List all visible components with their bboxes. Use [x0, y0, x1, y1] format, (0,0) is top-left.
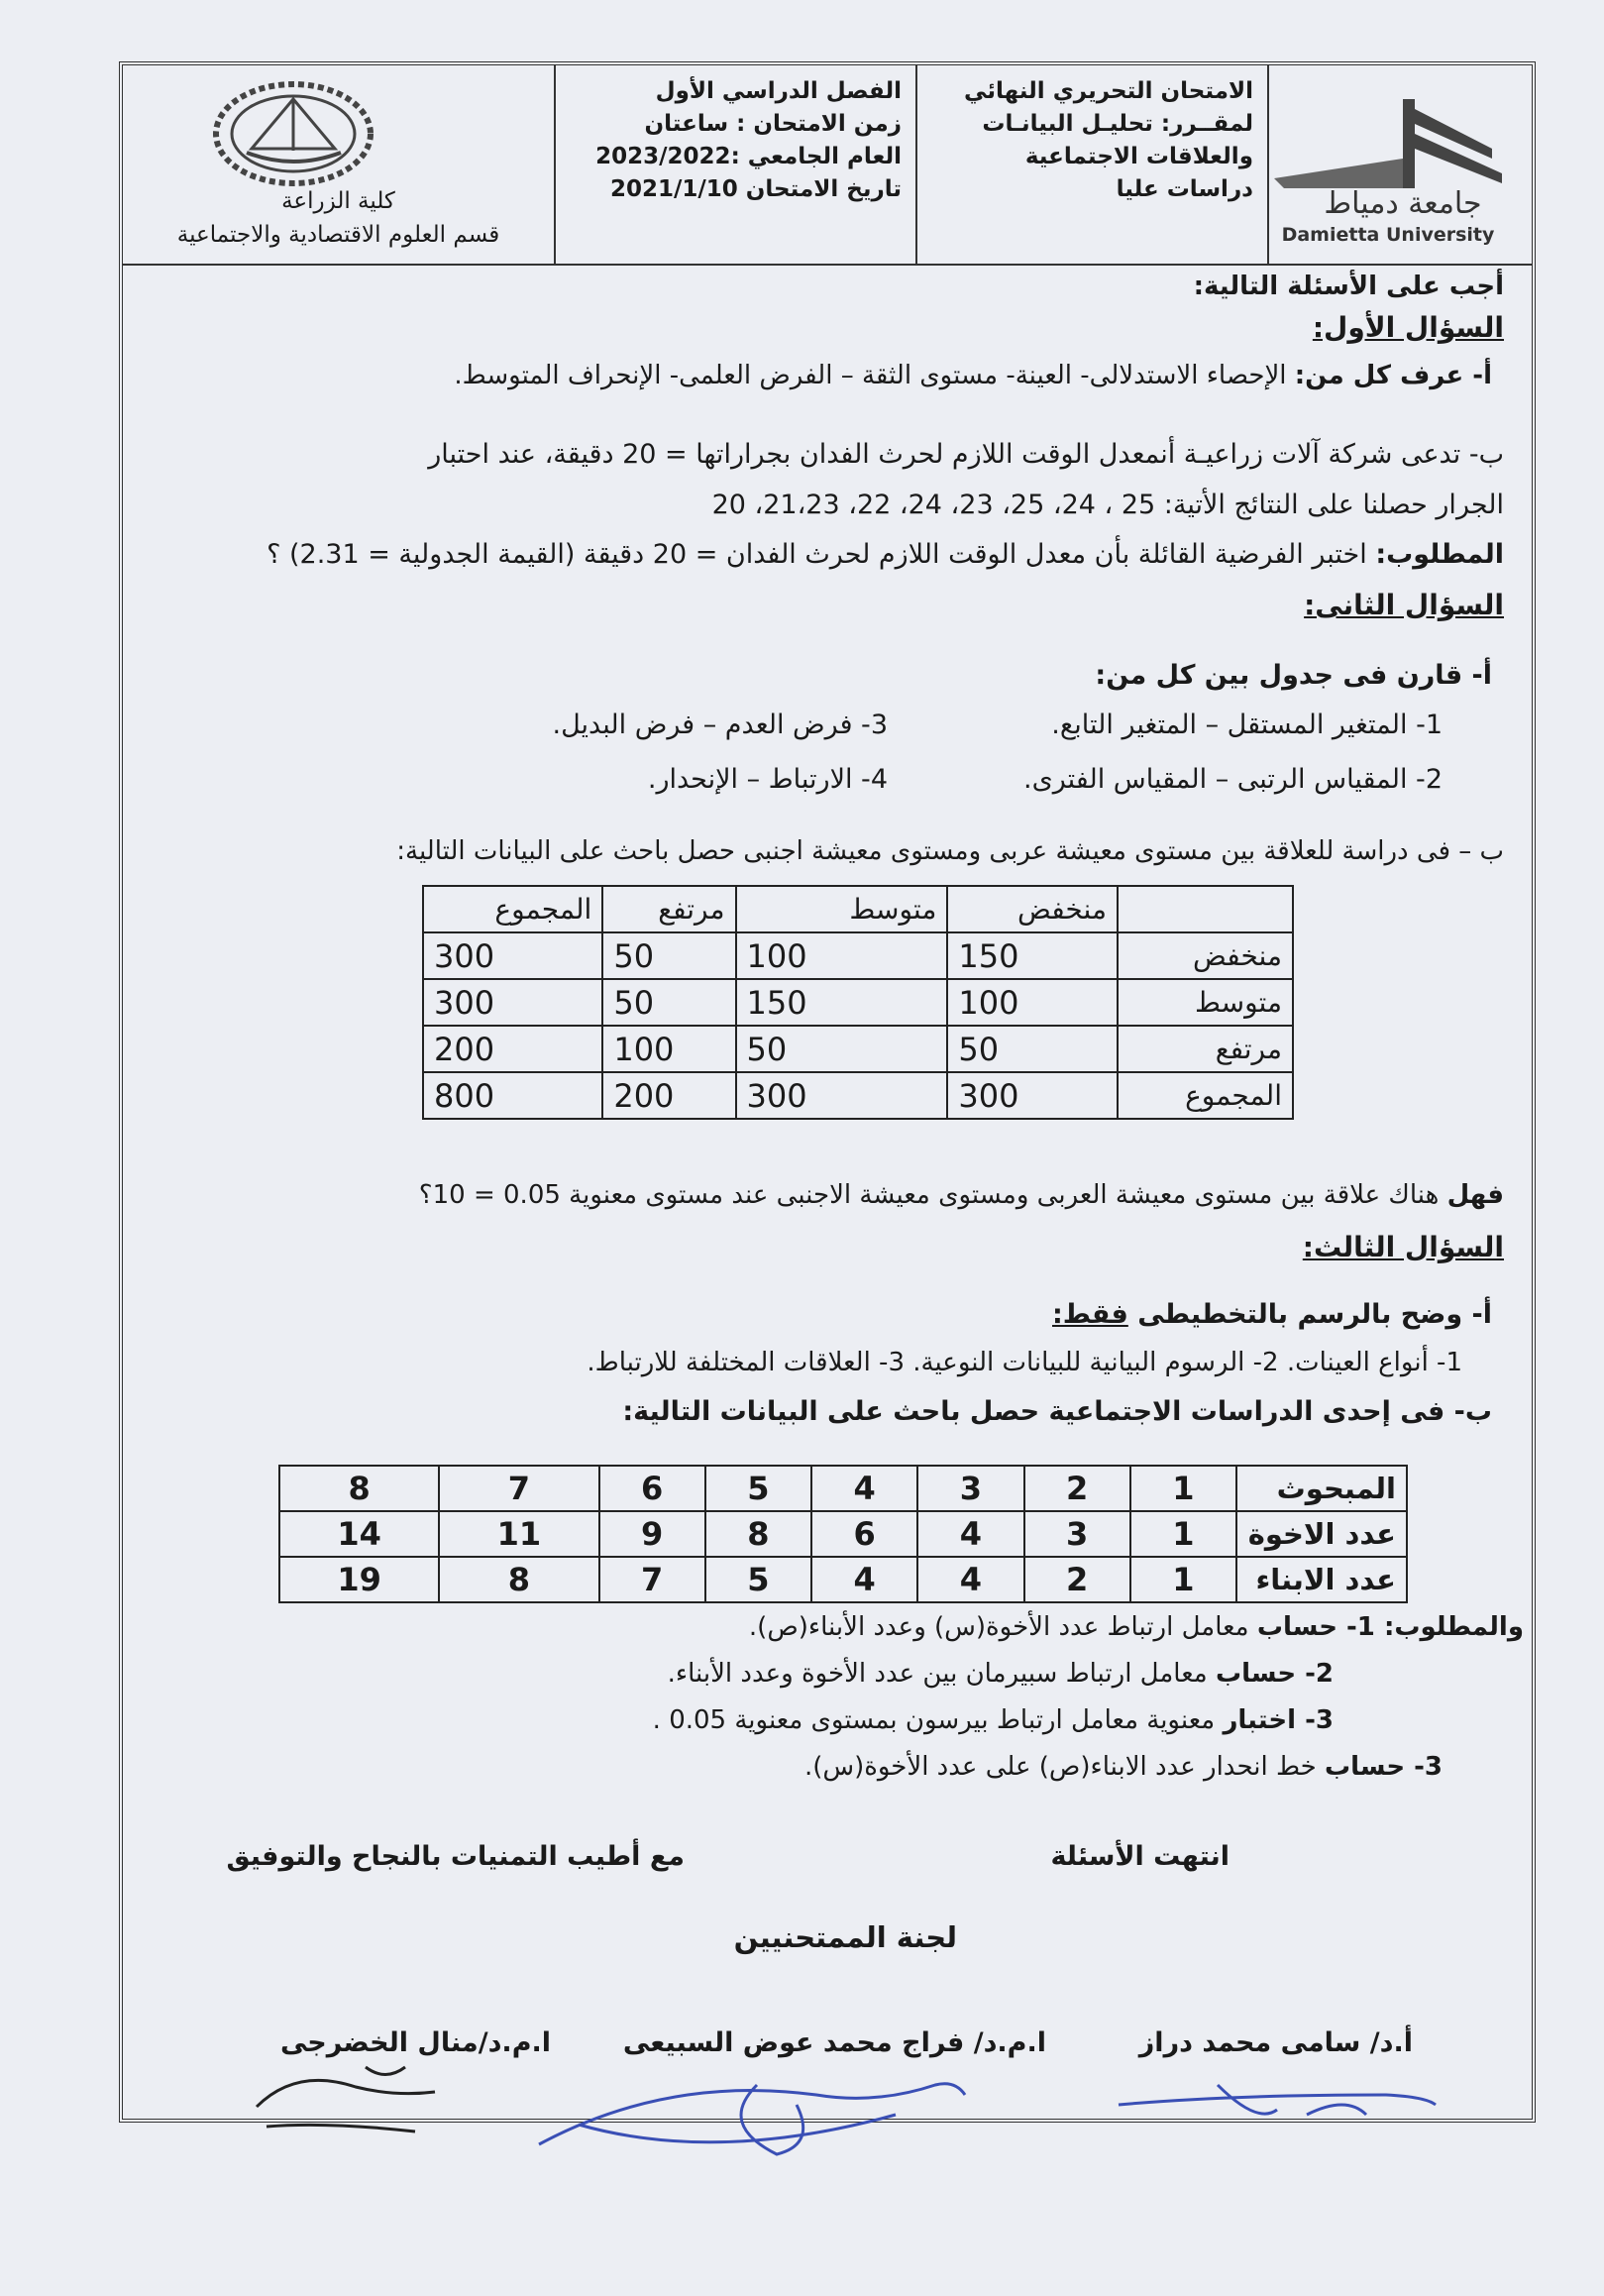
university-name-ar: جامعة دمياط: [1324, 186, 1482, 221]
q1-req-text: اختبر الفرضية القائلة بأن معدل الوقت اللازم لحرث الفدان = 20 دقيقة (القيمة الجدولية = 2.31) ؟: [267, 539, 1376, 570]
table-cell: 4: [917, 1511, 1023, 1557]
table-row: [279, 1511, 1407, 1557]
q3-a: [1052, 1299, 1492, 1330]
q2-item-2: 2- المقياس الرتبى – المقياس الفترى.: [1023, 764, 1443, 795]
table-row: [279, 1557, 1407, 1602]
table-cell: 100: [602, 1026, 735, 1072]
table-cell: 300: [947, 1072, 1118, 1119]
table-cell: 150: [947, 932, 1118, 979]
table-cell: 19: [279, 1557, 439, 1602]
q3-req-4: [804, 1752, 1443, 1782]
table-header-cell: متوسط: [736, 886, 948, 932]
q2-b-text: ب – فى دراسة للعلاقة بين مستوى معيشة عربى ومستوى معيشة اجنبى حصل باحث على البيانات التالية:: [396, 836, 1504, 866]
contingency-table: [422, 885, 1294, 1120]
table-cell: 7: [439, 1466, 598, 1511]
exam-type: الامتحان التحريري النهائي: [964, 78, 1253, 104]
q2-title: السؤال الثانى:: [1304, 589, 1504, 621]
table-cell: 300: [423, 979, 602, 1026]
table-cell: 150: [736, 979, 948, 1026]
table-cell: 5: [705, 1557, 811, 1602]
q2-question: [419, 1180, 1504, 1210]
q1-a-text: الإحصاء الاستدلالى- العينة- مستوى الثقة – الفرض العلمى- الإنحراف المتوسط.: [454, 361, 1295, 390]
table-cell: 50: [602, 979, 735, 1026]
table-cell: 9: [599, 1511, 705, 1557]
table-cell: 50: [736, 1026, 948, 1072]
row-label: عدد الاخوة: [1236, 1511, 1407, 1557]
q3-req4-bold: 3- حساب: [1324, 1752, 1443, 1782]
table-cell: 14: [279, 1511, 439, 1557]
table-row: [279, 1466, 1407, 1511]
intro-instruction: أجب على الأسئلة التالية:: [1193, 272, 1504, 301]
table-cell: 3: [917, 1466, 1023, 1511]
row-label: مرتفع: [1118, 1026, 1293, 1072]
row-label: المجموع: [1118, 1072, 1293, 1119]
table-cell: 8: [439, 1557, 598, 1602]
faculty-name: كلية الزراعة: [281, 188, 395, 214]
table-cell: 4: [917, 1557, 1023, 1602]
table-cell: 6: [599, 1466, 705, 1511]
q1-b-line1: ب- تدعى شركة آلات زراعيـة أنمعدل الوقت اللازم لحرث الفدان بجراراتها = 20 دقيقة، عند احتبار: [428, 439, 1504, 470]
q3-req3-bold: 3- اختبار: [1223, 1705, 1334, 1735]
table-cell: 4: [811, 1466, 917, 1511]
table-header-cell: [1118, 886, 1293, 932]
table-total-row: [423, 1072, 1293, 1119]
exam-info-cell: [917, 65, 1269, 264]
q1-req-label: المطلوب:: [1375, 539, 1504, 570]
q3-req-2: [668, 1659, 1334, 1689]
signature-examiner-3: [237, 2047, 455, 2146]
semester-info: [595, 75, 902, 206]
q3-req1-bold: 1- حساب: [1256, 1612, 1384, 1642]
table-cell: 4: [811, 1557, 917, 1602]
department-name: قسم العلوم الاقتصادية والاجتماعية: [176, 222, 500, 248]
table-cell: 11: [439, 1511, 598, 1557]
exam-duration: زمن الامتحان : ساعتان: [644, 111, 902, 137]
q3-req-1: [749, 1612, 1524, 1642]
table-cell: 6: [811, 1511, 917, 1557]
table-cell: 100: [736, 932, 948, 979]
university-cell: [1269, 65, 1532, 264]
faculty-seal-logo: [212, 79, 375, 188]
q2-question-text: هناك علاقة بين مستوى معيشة العربى ومستوى معيشة الاجنبى عند مستوى معنوية 0.05 = 10؟: [418, 1180, 1447, 1210]
exam-date: تاريخ الامتحان 2021/1/10: [609, 176, 902, 202]
table-cell: 200: [423, 1026, 602, 1072]
examiner-1: أ.د/ سامى محمد دراز: [1138, 2027, 1413, 2058]
semester-label: الفصل الدراسي الأول: [655, 78, 902, 104]
table-cell: 1: [1130, 1511, 1236, 1557]
q3-req2-bold: 2- حساب: [1215, 1659, 1334, 1689]
q1-a: [454, 361, 1492, 390]
page-border: [119, 61, 1536, 2123]
q3-req4-text: خط انحدار عدد الابناء(ص) على عدد الأخوة(س).: [803, 1752, 1325, 1782]
q1-requirement: [267, 539, 1504, 570]
university-name-en: Damietta University: [1281, 224, 1495, 246]
program: دراسات عليا: [1116, 176, 1253, 202]
examiner-3: ا.م.د/منال الخضرجى: [279, 2027, 551, 2058]
q3-req-3: [653, 1705, 1334, 1735]
table-header-cell: منخفض: [947, 886, 1118, 932]
end-of-questions: انتهت الأسئلة: [1050, 1841, 1230, 1872]
q3-title: السؤال الثالث:: [1302, 1231, 1504, 1263]
table-row: [423, 979, 1293, 1026]
table-cell: 800: [423, 1072, 602, 1119]
q2-question-label: فهل: [1446, 1180, 1504, 1210]
q3-req1-text: معامل ارتباط عدد الأخوة(س) وعدد الأبناء(ص).: [748, 1612, 1257, 1642]
academic-year: العام الجامعي :2023/2022: [595, 144, 902, 169]
table-cell: 100: [947, 979, 1118, 1026]
row-label: المبحوث: [1236, 1466, 1407, 1511]
q1-b-line2: الجرار حصلنا على النتائج الأتية: 25 ، 24، 25، 23، 24، 22، 21،23، 20: [711, 490, 1504, 520]
faculty-cell: [123, 65, 556, 264]
signature-examiner-1: [1109, 2065, 1445, 2139]
exam-committee: لجنة الممتحنيين: [733, 1920, 957, 1954]
q3-a-items: 1- أنواع العينات. 2- الرسوم البيانية للبيانات النوعية. 3- العلاقات المختلفة للارتباط.: [587, 1348, 1462, 1377]
q2-item-4: 4- الارتباط – الإنحدار.: [647, 764, 888, 795]
table-cell: 1: [1130, 1557, 1236, 1602]
table-cell: 2: [1024, 1557, 1130, 1602]
exam-header: [123, 65, 1532, 266]
examiner-2: ا.م.د/ فراج محمد عوض السبيعى: [622, 2027, 1046, 2058]
q3-b-text: ب- فى إحدى الدراسات الاجتماعية حصل باحث على البيانات التالية:: [622, 1396, 1492, 1427]
table-cell: 1: [1130, 1466, 1236, 1511]
university-logo: [1254, 79, 1522, 253]
row-label: متوسط: [1118, 979, 1293, 1026]
course-line2: والعلاقات الاجتماعية: [1024, 144, 1253, 169]
table-cell: 2: [1024, 1466, 1130, 1511]
q3-req2-text: معامل ارتباط سبيرمان بين عدد الأخوة وعدد الأبناء.: [667, 1659, 1216, 1689]
table-header-row: [423, 886, 1293, 932]
q2-item-3: 3- فرض العدم – فرض البديل.: [552, 710, 888, 740]
q3-req-label: والمطلوب:: [1383, 1612, 1524, 1642]
q2-a-label: أ- قارن فى جدول بين كل من:: [1095, 660, 1492, 691]
table-cell: 7: [599, 1557, 705, 1602]
q1-title: السؤال الأول:: [1312, 311, 1504, 344]
semester-cell: [556, 65, 917, 264]
good-luck-wishes: مع أطيب التمنيات بالنجاح والتوفيق: [226, 1841, 685, 1872]
table-cell: 5: [705, 1466, 811, 1511]
q2-item-1: 1- المتغير المستقل – المتغير التابع.: [1051, 710, 1443, 740]
row-label: عدد الابناء: [1236, 1557, 1407, 1602]
table-row: [423, 1026, 1293, 1072]
table-row: [423, 932, 1293, 979]
signature-examiner-2: [519, 2065, 995, 2174]
table-header-cell: المجموع: [423, 886, 602, 932]
table-header-cell: مرتفع: [602, 886, 735, 932]
faculty-names: [123, 184, 554, 252]
table-cell: 200: [602, 1072, 735, 1119]
table-cell: 300: [423, 932, 602, 979]
table-cell: 3: [1024, 1511, 1130, 1557]
table-cell: 300: [736, 1072, 948, 1119]
row-label: منخفض: [1118, 932, 1293, 979]
data-table: [278, 1465, 1408, 1603]
table-cell: 8: [279, 1466, 439, 1511]
q3-req3-text: معنوية معامل ارتباط بيرسون بمستوى معنوية 0.05 .: [652, 1705, 1224, 1735]
exam-info: [964, 75, 1253, 206]
table-cell: 50: [602, 932, 735, 979]
table-cell: 50: [947, 1026, 1118, 1072]
table-cell: 8: [705, 1511, 811, 1557]
q3-a-label: أ- وضح بالرسم بالتخطيطى: [1127, 1299, 1492, 1330]
q3-a-label-underlined: فقط:: [1052, 1299, 1128, 1330]
course-line1: لمقــرر: تحليـل البيانـات: [982, 111, 1253, 137]
q1-a-label: أ- عرف كل من:: [1294, 361, 1492, 390]
